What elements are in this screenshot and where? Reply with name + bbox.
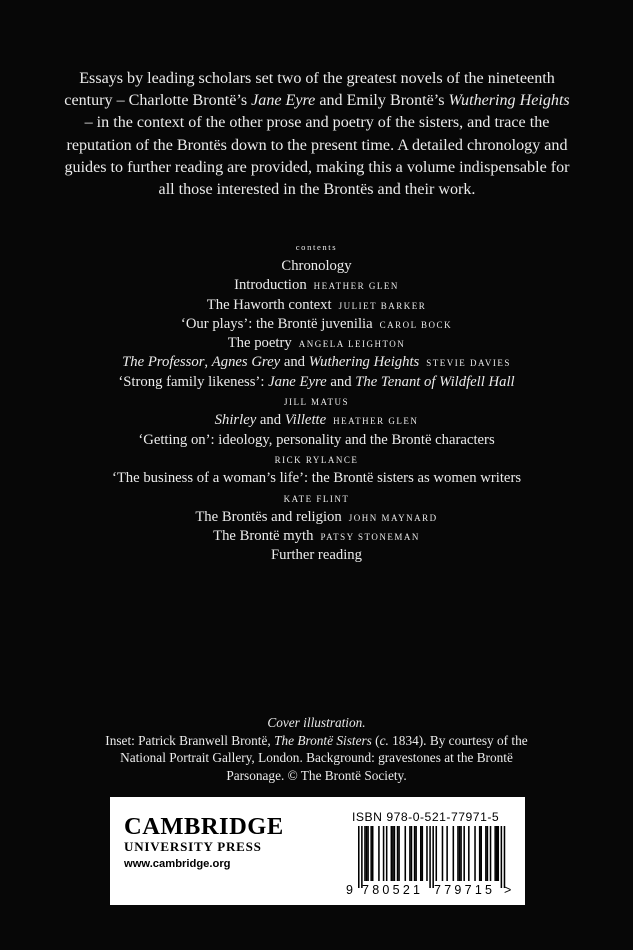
barcode-bars <box>358 826 505 888</box>
contents-entry <box>0 489 633 508</box>
entry-title-sep: and <box>256 412 285 429</box>
barcode <box>344 826 516 896</box>
publisher-barcode-panel <box>110 797 525 905</box>
barcode-bar <box>394 826 396 881</box>
publisher-url: www.cambridge.org <box>124 858 231 870</box>
credits-text: Inset: Patrick Branwell Brontë, <box>105 732 275 748</box>
barcode-bar <box>411 826 413 881</box>
barcode-bar <box>392 826 394 881</box>
barcode-bar <box>391 826 393 881</box>
barcode-bar <box>468 826 470 881</box>
barcode-bar <box>378 826 380 881</box>
entry-author: CAROL BOCK <box>379 319 453 330</box>
entry-title: ‘Getting on’: ideology, personality and the Brontë characters <box>138 431 495 448</box>
entry-title-italic: Wuthering Heights <box>308 354 420 371</box>
entry-title-italic: The Professor <box>122 354 205 371</box>
barcode-bar <box>490 826 492 881</box>
contents-entry <box>0 431 633 450</box>
isbn-label: ISBN 978-0-521-77971-5 <box>352 810 500 824</box>
ean-quiet-zone-mark: > <box>504 883 512 896</box>
barcode-bar <box>504 826 506 888</box>
barcode-bar <box>463 826 465 881</box>
barcode-bar <box>479 826 481 881</box>
contents-entry <box>0 469 633 488</box>
entry-title: ‘Strong family likeness’: <box>118 373 269 390</box>
barcode-bar <box>487 826 489 881</box>
barcode-bar <box>366 826 368 881</box>
barcode-bar <box>498 826 500 881</box>
entry-title-sep: and <box>280 354 309 371</box>
entry-title: Further reading <box>271 547 362 564</box>
barcode-bar <box>367 826 369 881</box>
barcode-bar <box>420 826 422 881</box>
credits-text: ( <box>371 732 380 748</box>
barcode-bar <box>415 826 417 881</box>
barcode-bar <box>426 826 428 881</box>
blurb-text: – in the context of the other prose and poetry of the sisters, and trace the reputation of the Brontës down to the present time. A detailed chronology and guides to further reading are provided, making this a volume indispensable for all those interested in the Brontës and their work. <box>64 114 570 199</box>
contents-entry <box>0 296 633 315</box>
contents-entry <box>0 527 633 546</box>
entry-title: Introduction <box>234 277 307 294</box>
barcode-bar <box>453 826 455 881</box>
barcode-bar <box>480 826 482 881</box>
contents-entry <box>0 315 633 334</box>
blurb-title-wuthering-heights: Wuthering Heights <box>448 92 570 110</box>
barcode-bar <box>398 826 400 881</box>
entry-title-sep: and <box>326 373 356 390</box>
credits-work-title: The Brontë Sisters <box>274 732 372 748</box>
barcode-bar <box>459 826 461 881</box>
entry-author: ANGELA LEIGHTON <box>298 339 406 350</box>
barcode-bar <box>429 826 431 888</box>
barcode-bar <box>414 826 416 881</box>
contents-entry <box>0 257 633 276</box>
barcode-bar <box>358 826 360 888</box>
contents-entry <box>0 353 633 372</box>
barcode-bar <box>460 826 462 881</box>
cover-illustration-label: Cover illustration. <box>267 715 366 730</box>
entry-title: ‘The business of a woman’s life’: the Brontë sisters as women writers <box>111 470 522 487</box>
entry-title-sep: , <box>204 354 212 371</box>
entry-title-italic: The Tenant of Wildfell Hall <box>355 373 515 390</box>
entry-title: The Brontës and religion <box>195 508 342 525</box>
barcode-bar <box>457 826 459 881</box>
blurb-text: Essays by leading scholars set two of the greatest novels of the nineteenth century – Charlotte Brontë’s <box>64 70 555 110</box>
entry-author: JOHN MAYNARD <box>348 512 438 523</box>
entry-title: The Brontë myth <box>213 528 314 545</box>
barcode-bar <box>364 826 366 881</box>
blurb-text: and Emily Brontë’s <box>315 92 449 110</box>
barcode-bar <box>501 826 503 888</box>
contents-entry <box>0 334 633 353</box>
barcode-bar <box>370 826 372 881</box>
entry-author: KATE FLINT <box>283 493 350 504</box>
entry-title-italic: Jane Eyre <box>268 373 327 390</box>
credits-circa: c. <box>379 732 389 748</box>
barcode-bar <box>386 826 388 881</box>
entry-title-italic: Villette <box>284 412 327 429</box>
contents-entry <box>0 508 633 527</box>
contents-entry <box>0 392 633 411</box>
barcode-bar <box>442 826 444 881</box>
contents-entry <box>0 546 633 565</box>
entry-author: HEATHER GLEN <box>313 281 399 292</box>
barcode-bar <box>372 826 374 881</box>
blurb-paragraph <box>62 68 572 201</box>
entry-title: ‘Our plays’: the Brontë juvenilia <box>180 315 373 332</box>
entry-title: Chronology <box>281 258 352 274</box>
ean-left-digits: 780521 <box>362 883 420 896</box>
cover-credits <box>100 714 533 784</box>
blurb-title-jane-eyre: Jane Eyre <box>251 92 316 110</box>
contents-entry <box>0 373 633 392</box>
entry-title: The poetry <box>227 335 292 352</box>
contents-heading: contents <box>295 242 338 252</box>
publisher-subname: UNIVERSITY PRESS <box>124 839 262 854</box>
ean-right-digits: 779715 <box>434 883 492 896</box>
ean-first-digit: 9 <box>346 883 353 896</box>
table-of-contents <box>0 239 633 566</box>
barcode-bar <box>436 826 438 881</box>
barcode-bar <box>383 826 385 881</box>
contents-entry <box>0 450 633 469</box>
barcode-bar <box>485 826 487 881</box>
publisher-logo <box>124 815 284 873</box>
barcode-bar <box>496 826 498 881</box>
barcode-bar <box>361 826 363 888</box>
barcode-bar <box>405 826 407 881</box>
entry-author: JILL MATUS <box>284 397 349 408</box>
entry-title-italic: Agnes Grey <box>211 354 281 371</box>
entry-author: RICK RYLANCE <box>274 454 359 465</box>
entry-title-italic: Shirley <box>214 412 257 429</box>
entry-author: PATSY STONEMAN <box>320 532 420 543</box>
barcode-bar <box>446 826 448 881</box>
barcode-bar <box>409 826 411 881</box>
barcode-bar <box>474 826 476 881</box>
cover-credits-text <box>100 732 533 785</box>
barcode-bar <box>422 826 424 881</box>
barcode-bar <box>397 826 399 881</box>
contents-entry <box>0 276 633 295</box>
entry-author: STEVIE DAVIES <box>426 358 511 369</box>
barcode-bar <box>432 826 434 888</box>
publisher-name: CAMBRIDGE <box>124 813 284 840</box>
entry-author: JULIET BARKER <box>338 300 427 311</box>
entry-title: The Haworth context <box>206 296 332 313</box>
entry-author: HEATHER GLEN <box>333 416 419 427</box>
contents-entry <box>0 411 633 430</box>
credits-text: 1834). By courtesy of the National Portrait Gallery, London. Background: gravestones at the Brontë Parsonage. © The Brontë Society. <box>120 732 528 783</box>
barcode-bar <box>494 826 496 881</box>
